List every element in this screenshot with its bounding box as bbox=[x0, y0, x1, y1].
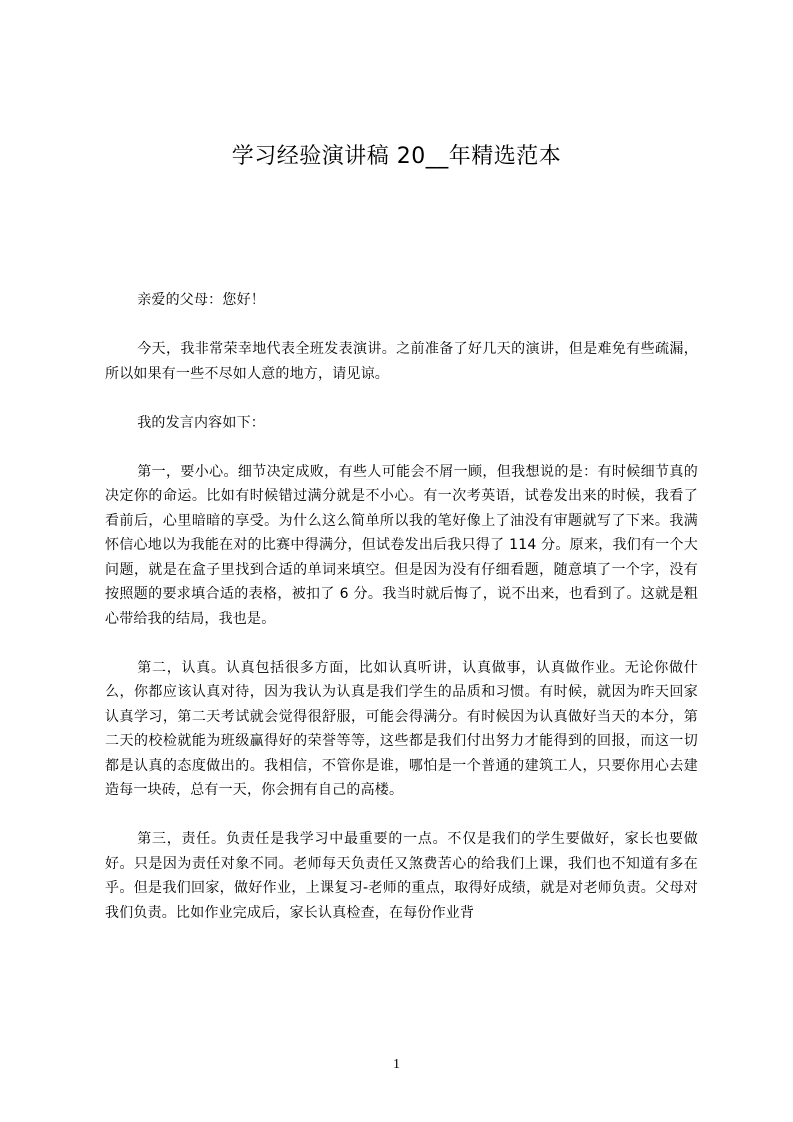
paragraph-greeting: 亲爱的父母：您好！ bbox=[137, 292, 265, 308]
page-number: 1 bbox=[393, 1057, 400, 1072]
document-body bbox=[105, 288, 698, 925]
paragraph-point-one: 第一，要小心。细节决定成败，有些人可能会不屑一顾，但我想说的是：有时候细节真的决定你的命运。比如有时候错过满分就是不小心。有一次考英语，试卷发出来的时候，我看了看前后，心里暗暗的享受。为什么这么简单所以我的笔好像上了油没有审题就写了下来。我满怀信心地以为我能在对的比赛中得满分，但试卷发出后我只得了 114 分。原来，我们有一个大问题，就是在盒子里找到合适的单词来填空。但是因为没有仔细看题，随意填了一个字，没有按照题的要求填合适的表格，被扣了 6 分。我当时就后悔了，说不出来，也看到了。这就是粗心带给我的结局，我也是。 bbox=[105, 463, 698, 627]
paragraph-point-two: 第二，认真。认真包括很多方面，比如认真听讲，认真做事，认真做作业。无论你做什么，你都应该认真对待，因为我认为认真是我们学生的品质和习惯。有时候，就因为昨天回家认真学习，第二天考试就会觉得很舒服，可能会得满分。有时候因为认真做好当天的本分，第二天的校检就能为班级赢得好的荣誉等等，这些都是我们付出努力才能得到的回报，而这一切都是认真的态度做出的。我相信，不管你是谁，哪怕是一个普通的建筑工人，只要你用心去建造每一块砖，总有一天，你会拥有自己的高楼。 bbox=[105, 659, 698, 798]
paragraph-outline: 我的发言内容如下： bbox=[137, 414, 265, 431]
paragraph-intro: 今天，我非常荣幸地代表全班发表演讲。之前准备了好几天的演讲，但是难免有些疏漏，所以如果有一些不尽如人意的地方，请见谅。 bbox=[105, 341, 698, 382]
document-title: 学习经验演讲稿 20__年精选范本 bbox=[231, 144, 562, 169]
paragraph-point-three: 第三，责任。负责任是我学习中最重要的一点。不仅是我们的学生要做好，家长也要做好。只是因为责任对象不同。老师每天负责任又煞费苦心的给我们上课，我们也不知道有多在乎。但是我们回家，做好作业，上课复习-老师的重点，取得好成绩，就是对老师负责。父母对我们负责。比如作业完成后，家长认真检查，在每份作业背 bbox=[105, 831, 698, 921]
